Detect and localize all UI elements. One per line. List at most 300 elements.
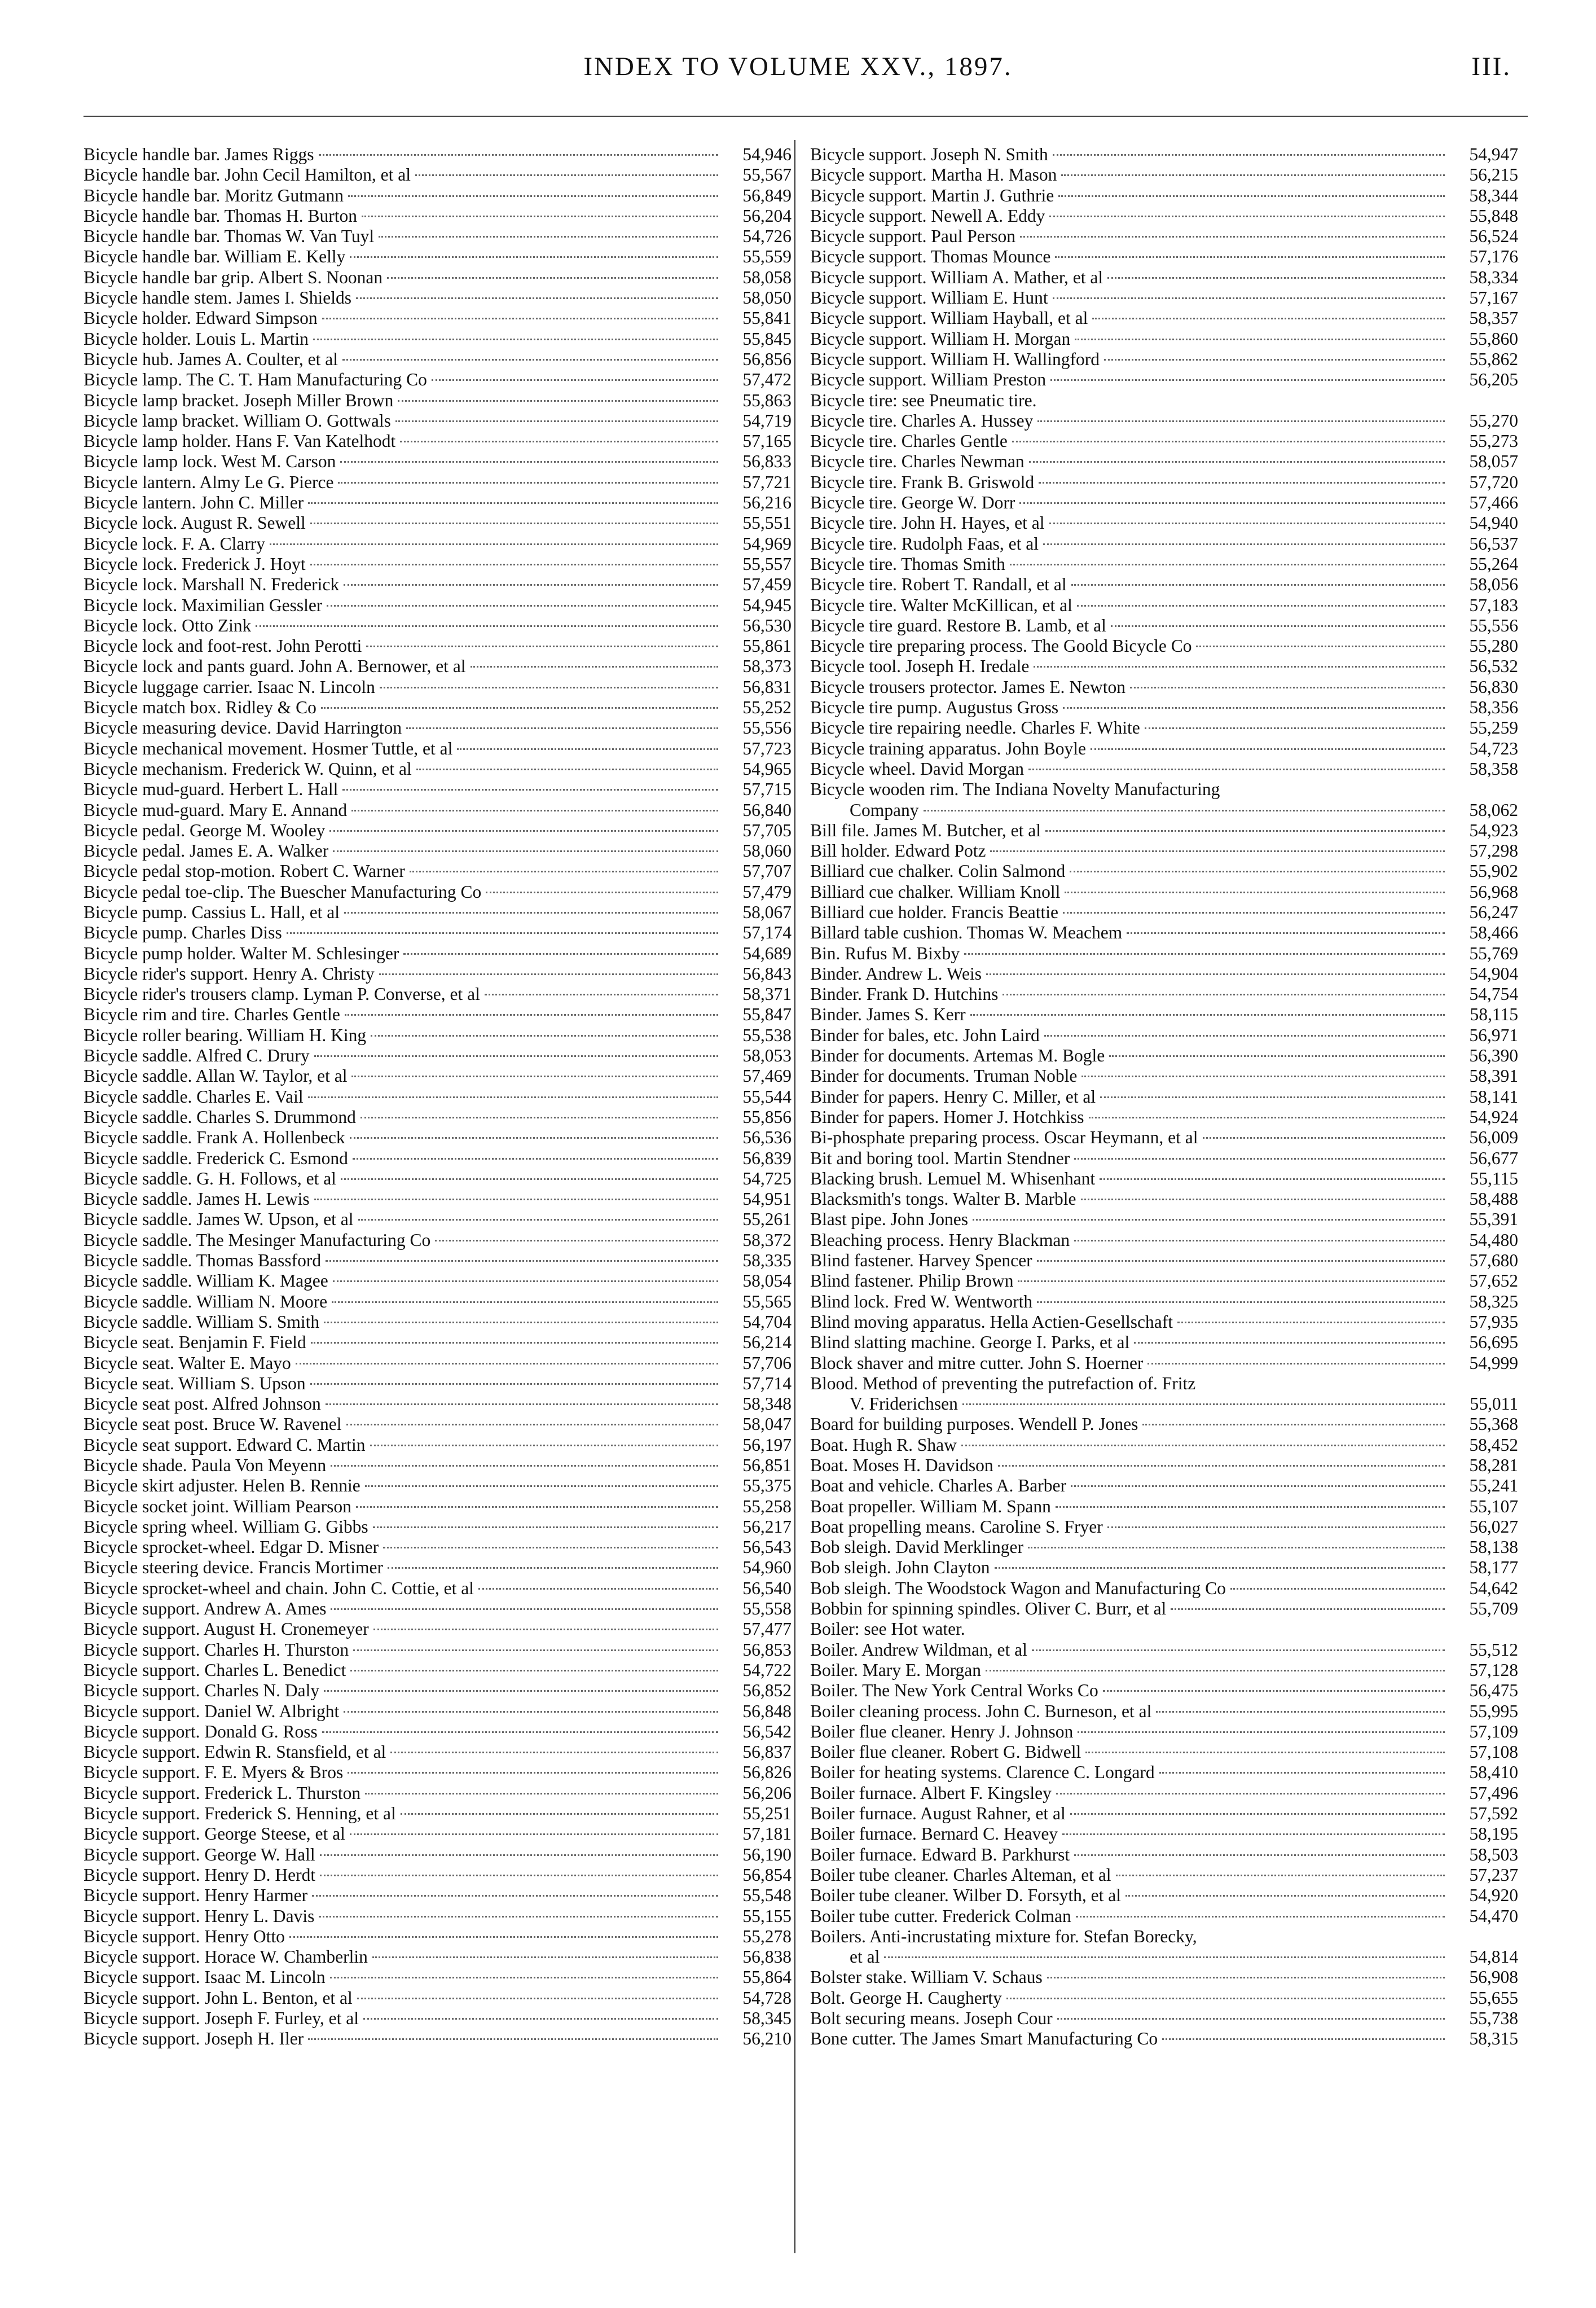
- dot-leader: [1074, 1854, 1445, 1856]
- dot-leader: [366, 646, 718, 647]
- index-entry: [810, 1332, 1518, 1353]
- entry-number: 56,532: [1469, 656, 1518, 677]
- dot-leader: [1081, 1076, 1445, 1077]
- entry-number: 54,722: [742, 1660, 792, 1680]
- entry-text: Bicycle mud-guard. Herbert L. Hall: [83, 779, 338, 800]
- entry-text: Bicycle support. William H. Wallingford: [810, 349, 1100, 369]
- entry-text: Bicycle rider's support. Henry A. Christy: [83, 963, 375, 984]
- index-entry: [810, 882, 1518, 902]
- index-entry: [83, 431, 792, 451]
- dot-leader: [351, 1076, 718, 1077]
- index-entry: [810, 1885, 1518, 1906]
- index-entry: [83, 1374, 792, 1394]
- entry-number: 54,999: [1469, 1353, 1518, 1373]
- index-entry: [83, 329, 792, 349]
- entry-text: Bicycle measuring device. David Harrington: [83, 718, 402, 738]
- dot-leader: [1057, 2018, 1445, 2020]
- dot-leader: [973, 1219, 1445, 1221]
- entry-text: Bicycle shade. Paula Von Meyenn: [83, 1455, 327, 1475]
- entry-text: Bicycle saddle. The Mesinger Manufacturing Co: [83, 1230, 431, 1250]
- dot-leader: [1070, 871, 1445, 872]
- entry-number: 54,725: [742, 1168, 792, 1188]
- entry-number: 55,567: [742, 165, 792, 185]
- entry-text: Bolster stake. William V. Schaus: [810, 1967, 1043, 1987]
- entry-text: Bill holder. Edward Potz: [810, 841, 986, 861]
- entry-number: 57,477: [742, 1619, 792, 1639]
- dot-leader: [1063, 912, 1445, 914]
- entry-text: Bicycle support. Andrew A. Ames: [83, 1599, 327, 1619]
- entry-number: 58,356: [1469, 697, 1518, 718]
- entry-text: Bicycle support. Martha H. Mason: [810, 165, 1057, 185]
- entry-number: 57,165: [742, 431, 792, 451]
- entry-text: Blind moving apparatus. Hella Actien-Gesellschaft: [810, 1311, 1173, 1332]
- entry-text: Bicycle pedal toe-clip. The Buescher Manufacturing Co: [83, 881, 482, 902]
- entry-number: 54,480: [1469, 1230, 1518, 1250]
- index-entry: [810, 1455, 1518, 1476]
- index-entry: [83, 1353, 792, 1374]
- entry-text: Bicycle pedal stop-motion. Robert C. Warner: [83, 861, 405, 881]
- index-entry: [83, 861, 792, 881]
- entry-number: 56,830: [1469, 677, 1518, 697]
- entry-text: Bicycle lamp lock. West M. Carson: [83, 451, 336, 472]
- index-entry: [810, 1640, 1518, 1660]
- dot-leader: [388, 1567, 718, 1569]
- dot-leader: [1020, 236, 1445, 238]
- index-entry: [810, 1046, 1518, 1066]
- entry-number: 58,503: [1469, 1844, 1518, 1864]
- entry-number: 54,726: [742, 226, 792, 247]
- dot-leader: [1196, 646, 1445, 647]
- entry-text: Binder for papers. Homer J. Hotchkiss: [810, 1107, 1084, 1127]
- entry-number: 55,512: [1469, 1639, 1518, 1660]
- index-entry: [83, 1250, 792, 1271]
- index-entry: [810, 1927, 1518, 1947]
- index-entry: [83, 1025, 792, 1046]
- index-entry: [83, 697, 792, 718]
- entry-text: Binder for papers. Henry C. Miller, et al: [810, 1086, 1096, 1107]
- index-entry: [810, 1557, 1518, 1578]
- dot-leader: [410, 871, 718, 872]
- dot-leader: [432, 379, 718, 381]
- entry-number: 57,680: [1469, 1250, 1518, 1271]
- entry-number: 56,214: [742, 1332, 792, 1353]
- dot-leader: [329, 830, 718, 832]
- dot-leader: [1071, 1485, 1445, 1487]
- dot-leader: [486, 892, 718, 893]
- index-entry: [83, 1332, 792, 1353]
- dot-leader: [313, 339, 718, 340]
- entry-text: Binder. Andrew L. Weis: [810, 963, 982, 984]
- entry-text: Bicycle support. William Hayball, et al: [810, 308, 1088, 328]
- entry-text: Bicycle lock and pants guard. John A. Bernower, et al: [83, 656, 466, 677]
- entry-text: Bicycle handle bar. John Cecil Hamilton, et al: [83, 165, 411, 185]
- entry-number: 57,472: [742, 370, 792, 390]
- entry-text: Bicycle tire. Rudolph Faas, et al: [810, 533, 1039, 554]
- index-entry: [83, 1127, 792, 1148]
- entry-number: 54,946: [742, 144, 792, 164]
- entry-text: Blast pipe. John Jones: [810, 1209, 968, 1230]
- index-entry: [810, 1865, 1518, 1885]
- entry-number: 54,965: [742, 758, 792, 779]
- entry-text: Bicycle saddle. Thomas Bassford: [83, 1250, 322, 1271]
- index-entry: [83, 349, 792, 370]
- index-entry: [810, 1701, 1518, 1722]
- dot-leader: [1156, 1711, 1445, 1713]
- entry-number: 56,839: [742, 1148, 792, 1168]
- entry-number: 55,391: [1469, 1209, 1518, 1230]
- dot-leader: [322, 318, 718, 319]
- entry-text: Bicycle saddle. James H. Lewis: [83, 1189, 310, 1209]
- index-entry: [810, 288, 1518, 308]
- index-entry: [810, 595, 1518, 616]
- entry-text: Bicycle seat. William S. Upson: [83, 1373, 306, 1393]
- index-entry: [810, 267, 1518, 288]
- index-entry: [83, 902, 792, 923]
- entry-text: Bicycle support. Donald G. Ross: [83, 1721, 318, 1741]
- entry-text: Bicycle lamp. The C. T. Ham Manufacturing Co: [83, 370, 427, 390]
- index-entry: [810, 1824, 1518, 1844]
- entry-number: 56,530: [742, 615, 792, 635]
- entry-text: Bicycle support. Charles N. Daly: [83, 1680, 320, 1701]
- entry-text: Bicycle support. Thomas Mounce: [810, 247, 1051, 267]
- entry-number: 58,410: [1469, 1762, 1518, 1783]
- entry-number: 56,537: [1469, 533, 1518, 554]
- entry-number: 55,280: [1469, 636, 1518, 656]
- entry-number: 58,315: [1469, 2029, 1518, 2049]
- entry-text: Bicycle spring wheel. William G. Gibbs: [83, 1516, 368, 1537]
- index-entry: [810, 964, 1518, 984]
- entry-number: 54,924: [1469, 1107, 1518, 1127]
- dot-leader: [924, 810, 1445, 811]
- dot-leader: [1100, 1096, 1445, 1098]
- entry-text: Bicycle rider's trousers clamp. Lyman P. Converse, et al: [83, 984, 480, 1004]
- entry-number: 57,459: [742, 574, 792, 595]
- entry-number: 56,205: [1469, 370, 1518, 390]
- entry-text: Bicycle match box. Ridley & Co: [83, 697, 316, 718]
- entry-number: 55,848: [1469, 205, 1518, 226]
- entry-number: 57,592: [1469, 1804, 1518, 1824]
- dot-leader: [371, 1035, 718, 1037]
- index-entry: [810, 636, 1518, 656]
- dot-leader: [1056, 1506, 1445, 1508]
- dot-leader: [321, 707, 718, 709]
- entry-text: Bicycle lock. Frederick J. Hoyt: [83, 554, 306, 574]
- index-entry: [83, 1783, 792, 1804]
- entry-text: Bicycle pedal. George M. Wooley: [83, 820, 326, 840]
- dot-leader: [346, 1424, 718, 1425]
- entry-text: Bicycle support. Henry Harmer: [83, 1885, 308, 1906]
- entry-text: Bicycle tire. Robert T. Randall, et al: [810, 574, 1067, 595]
- index-entry: [810, 2029, 1518, 2049]
- entry-text: V. Friderichsen: [850, 1394, 958, 1414]
- dot-leader: [990, 850, 1445, 852]
- dot-leader: [961, 1445, 1445, 1446]
- dot-leader: [342, 789, 718, 791]
- index-entry: [83, 718, 792, 738]
- entry-number: 58,062: [1469, 800, 1518, 820]
- index-entry: [810, 1742, 1518, 1762]
- index-entry: [83, 1660, 792, 1680]
- dot-leader: [1056, 1793, 1445, 1794]
- index-entry: [83, 1271, 792, 1291]
- page-header: [0, 50, 1596, 84]
- entry-text: Bicycle wheel. David Morgan: [810, 758, 1025, 779]
- index-entry: [810, 534, 1518, 554]
- entry-text: Bicycle seat. Benjamin F. Field: [83, 1332, 306, 1353]
- entry-number: 57,298: [1469, 841, 1518, 861]
- dot-leader: [296, 1363, 718, 1364]
- index-entry: [810, 1127, 1518, 1148]
- entry-number: 57,237: [1469, 1864, 1518, 1885]
- index-entry: [810, 1906, 1518, 1927]
- entry-text: Bicycle lantern. John C. Miller: [83, 493, 304, 513]
- entry-number: 55,544: [742, 1086, 792, 1107]
- entry-number: 55,261: [742, 1209, 792, 1230]
- entry-text: Bicycle lock. August R. Sewell: [83, 513, 306, 533]
- dot-leader: [471, 666, 718, 668]
- dot-leader: [348, 195, 718, 197]
- entry-number: 58,047: [742, 1414, 792, 1434]
- entry-number: 57,181: [742, 1824, 792, 1844]
- entry-number: 54,754: [1469, 984, 1518, 1004]
- entry-number: 55,375: [742, 1476, 792, 1496]
- entry-number: 55,251: [742, 1804, 792, 1824]
- entry-number: 58,345: [742, 2008, 792, 2029]
- dot-leader: [1085, 1752, 1445, 1753]
- entry-text: Bicycle tire. John H. Hayes, et al: [810, 513, 1045, 533]
- entry-text: Bicycle tire. Charles Gentle: [810, 431, 1008, 451]
- index-entry: [810, 1762, 1518, 1783]
- entry-text: Bicycle lock. Marshall N. Frederick: [83, 574, 340, 595]
- entry-text: Bicycle tire. Charles A. Hussey: [810, 410, 1034, 431]
- dot-leader: [270, 543, 718, 545]
- dot-leader: [344, 1711, 718, 1713]
- entry-text: Bicycle support. F. E. Myers & Bros: [83, 1762, 344, 1783]
- entry-text: Bicycle support. Frederick L. Thurston: [83, 1783, 361, 1803]
- index-entry: [810, 984, 1518, 1004]
- dot-leader: [383, 1547, 718, 1548]
- entry-number: 55,241: [1469, 1476, 1518, 1496]
- entry-number: 57,176: [1469, 247, 1518, 267]
- entry-number: 54,940: [1469, 513, 1518, 533]
- index-entry: [83, 1312, 792, 1332]
- index-entry: [810, 165, 1518, 185]
- dot-leader: [1049, 523, 1445, 524]
- entry-number: 55,861: [742, 636, 792, 656]
- entry-text: Bicycle mechanism. Frederick W. Quinn, et al: [83, 758, 412, 779]
- header-rule: [83, 116, 1528, 117]
- dot-leader: [314, 1199, 718, 1200]
- entry-number: 57,183: [1469, 595, 1518, 615]
- entry-number: 54,945: [742, 595, 792, 615]
- index-entry: [810, 1025, 1518, 1046]
- dot-leader: [326, 1260, 718, 1262]
- entry-number: 55,655: [1469, 1987, 1518, 2008]
- entry-number: 55,769: [1469, 943, 1518, 963]
- index-entry: [810, 861, 1518, 881]
- dot-leader: [365, 1793, 718, 1794]
- index-entry: [83, 1680, 792, 1701]
- dot-leader: [342, 359, 718, 361]
- dot-leader: [357, 1998, 718, 1999]
- index-entry: [83, 370, 792, 390]
- entry-text: Boiler: see Hot water.: [810, 1619, 965, 1639]
- index-entry: [83, 636, 792, 656]
- dot-leader: [1058, 195, 1445, 197]
- entry-number: 55,995: [1469, 1701, 1518, 1721]
- entry-number: 56,210: [742, 2029, 792, 2049]
- entry-text: Bicycle trousers protector. James E. Newton: [810, 677, 1125, 697]
- index-entry: [810, 1250, 1518, 1271]
- entry-text: Bicycle support. Edwin R. Stansfield, et al: [83, 1742, 386, 1762]
- entry-text: Bicycle handle stem. James I. Shields: [83, 288, 352, 308]
- dot-leader: [1032, 1649, 1445, 1651]
- entry-number: 55,863: [742, 390, 792, 410]
- dot-leader: [314, 1055, 718, 1057]
- entry-number: 58,060: [742, 841, 792, 861]
- dot-leader: [964, 953, 1445, 955]
- entry-text: Boiler flue cleaner. Henry J. Johnson: [810, 1721, 1074, 1741]
- entry-number: 55,270: [1469, 410, 1518, 431]
- dot-leader: [884, 1956, 1445, 1958]
- index-entry: [83, 1599, 792, 1619]
- index-entry: [810, 1107, 1518, 1127]
- entry-text: Bicycle pump. Charles Diss: [83, 923, 282, 943]
- entry-text: Bicycle saddle. William N. Moore: [83, 1291, 328, 1311]
- dot-leader: [400, 441, 718, 442]
- entry-text: Bicycle saddle. William K. Magee: [83, 1271, 328, 1291]
- entry-number: 58,054: [742, 1271, 792, 1291]
- entry-number: 56,838: [742, 1947, 792, 1967]
- entry-number: 56,854: [742, 1864, 792, 1885]
- dot-leader: [1078, 1731, 1445, 1733]
- entry-number: 54,814: [1469, 1947, 1518, 1967]
- dot-leader: [1077, 605, 1445, 607]
- entry-number: 58,138: [1469, 1537, 1518, 1557]
- index-entry: [810, 1312, 1518, 1332]
- dot-leader: [1130, 687, 1445, 688]
- dot-leader: [358, 1219, 718, 1221]
- entry-number: 57,466: [1469, 493, 1518, 513]
- index-entry: [83, 2029, 792, 2049]
- entry-number: 54,969: [742, 533, 792, 554]
- dot-leader: [1074, 1158, 1445, 1160]
- dot-leader: [1111, 625, 1445, 627]
- entry-number: 57,720: [1469, 472, 1518, 492]
- index-entry: [810, 574, 1518, 595]
- entry-number: 55,258: [742, 1496, 792, 1516]
- entry-text: Bicycle tire. Walter McKillican, et al: [810, 595, 1072, 615]
- entry-number: 57,496: [1469, 1783, 1518, 1803]
- entry-text: Binder for documents. Truman Noble: [810, 1066, 1078, 1086]
- dot-leader: [1142, 1424, 1445, 1425]
- entry-number: 55,862: [1469, 349, 1518, 369]
- index-entry: [83, 1804, 792, 1824]
- entry-text: Boat propeller. William M. Spann: [810, 1496, 1051, 1516]
- entry-number: 56,247: [1469, 902, 1518, 922]
- index-entry: [83, 1537, 792, 1557]
- entry-text: Bicycle lamp bracket. William O. Gottwals: [83, 410, 391, 431]
- index-entry: [810, 1004, 1518, 1025]
- entry-number: 54,904: [1469, 963, 1518, 984]
- dot-leader: [380, 687, 718, 688]
- index-entry: [810, 1497, 1518, 1517]
- entry-number: 57,707: [742, 861, 792, 881]
- index-entry: [83, 1701, 792, 1722]
- index-entry: [810, 656, 1518, 677]
- index-entry: [83, 944, 792, 964]
- dot-leader: [350, 1137, 718, 1139]
- entry-number: 56,856: [742, 349, 792, 369]
- entry-text: Binder. James S. Kerr: [810, 1004, 966, 1025]
- entry-number: 58,281: [1469, 1455, 1518, 1475]
- entry-text: Bicycle lock. Maximilian Gessler: [83, 595, 323, 615]
- entry-number: 58,195: [1469, 1824, 1518, 1844]
- index-entry: [83, 882, 792, 902]
- entry-number: 55,864: [742, 1967, 792, 1987]
- index-entry: [810, 411, 1518, 431]
- entry-number: 58,373: [742, 656, 792, 677]
- entry-number: 57,652: [1469, 1271, 1518, 1291]
- index-entry: [83, 1414, 792, 1434]
- dot-leader: [1074, 1240, 1445, 1241]
- index-entry: [810, 718, 1518, 738]
- index-entry: [810, 841, 1518, 861]
- entry-text: Bicycle lock and foot-rest. John Perotti: [83, 636, 362, 656]
- entry-text: Boiler furnace. Bernard C. Heavey: [810, 1824, 1058, 1844]
- index-entry: [810, 370, 1518, 390]
- entry-text: Bicycle support. Isaac M. Lincoln: [83, 1967, 326, 1987]
- entry-text: Bicycle seat. Walter E. Mayo: [83, 1353, 291, 1373]
- entry-number: 56,190: [742, 1844, 792, 1864]
- index-entry: [810, 1947, 1518, 1967]
- entry-text: Bill file. James M. Butcher, et al: [810, 820, 1041, 840]
- entry-number: 55,738: [1469, 2008, 1518, 2029]
- dot-leader: [319, 154, 718, 156]
- dot-leader: [1049, 216, 1445, 217]
- entry-text: Blind fastener. Philip Brown: [810, 1271, 1014, 1291]
- dot-leader: [333, 1280, 718, 1282]
- entry-number: 58,053: [742, 1046, 792, 1066]
- entry-text: Bicycle lantern. Almy Le G. Pierce: [83, 472, 334, 492]
- index-entry: [83, 1107, 792, 1127]
- entry-text: Blacking brush. Lemuel M. Whisenhant: [810, 1168, 1096, 1188]
- entry-text: Bicycle steering device. Francis Mortimer: [83, 1557, 383, 1578]
- entry-number: 57,706: [742, 1353, 792, 1373]
- index-entry: [83, 984, 792, 1004]
- entry-number: 55,252: [742, 697, 792, 718]
- index-entry: [810, 349, 1518, 370]
- entry-number: 58,325: [1469, 1291, 1518, 1311]
- entry-text: Bobbin for spinning spindles. Oliver C. Burr, et al: [810, 1599, 1167, 1619]
- index-entry: [810, 1394, 1518, 1414]
- dot-leader: [1010, 564, 1445, 565]
- entry-text: Bicycle support. William A. Mather, et al: [810, 267, 1103, 287]
- index-entry: [810, 206, 1518, 226]
- index-entry: [83, 1885, 792, 1906]
- page-number: III.: [1471, 52, 1511, 81]
- index-entry: [810, 1680, 1518, 1701]
- entry-text: Bicycle support. Horace W. Chamberlin: [83, 1947, 368, 1967]
- index-entry: [83, 677, 792, 697]
- entry-text: Billiard cue chalker. William Knoll: [810, 881, 1061, 902]
- entry-number: 56,908: [1469, 1967, 1518, 1987]
- entry-number: 58,067: [742, 902, 792, 922]
- entry-text: Bicycle mechanical movement. Hosmer Tuttle, et al: [83, 738, 453, 758]
- dot-leader: [320, 1875, 718, 1876]
- index-entry: [810, 1292, 1518, 1312]
- index-entry: [83, 247, 792, 267]
